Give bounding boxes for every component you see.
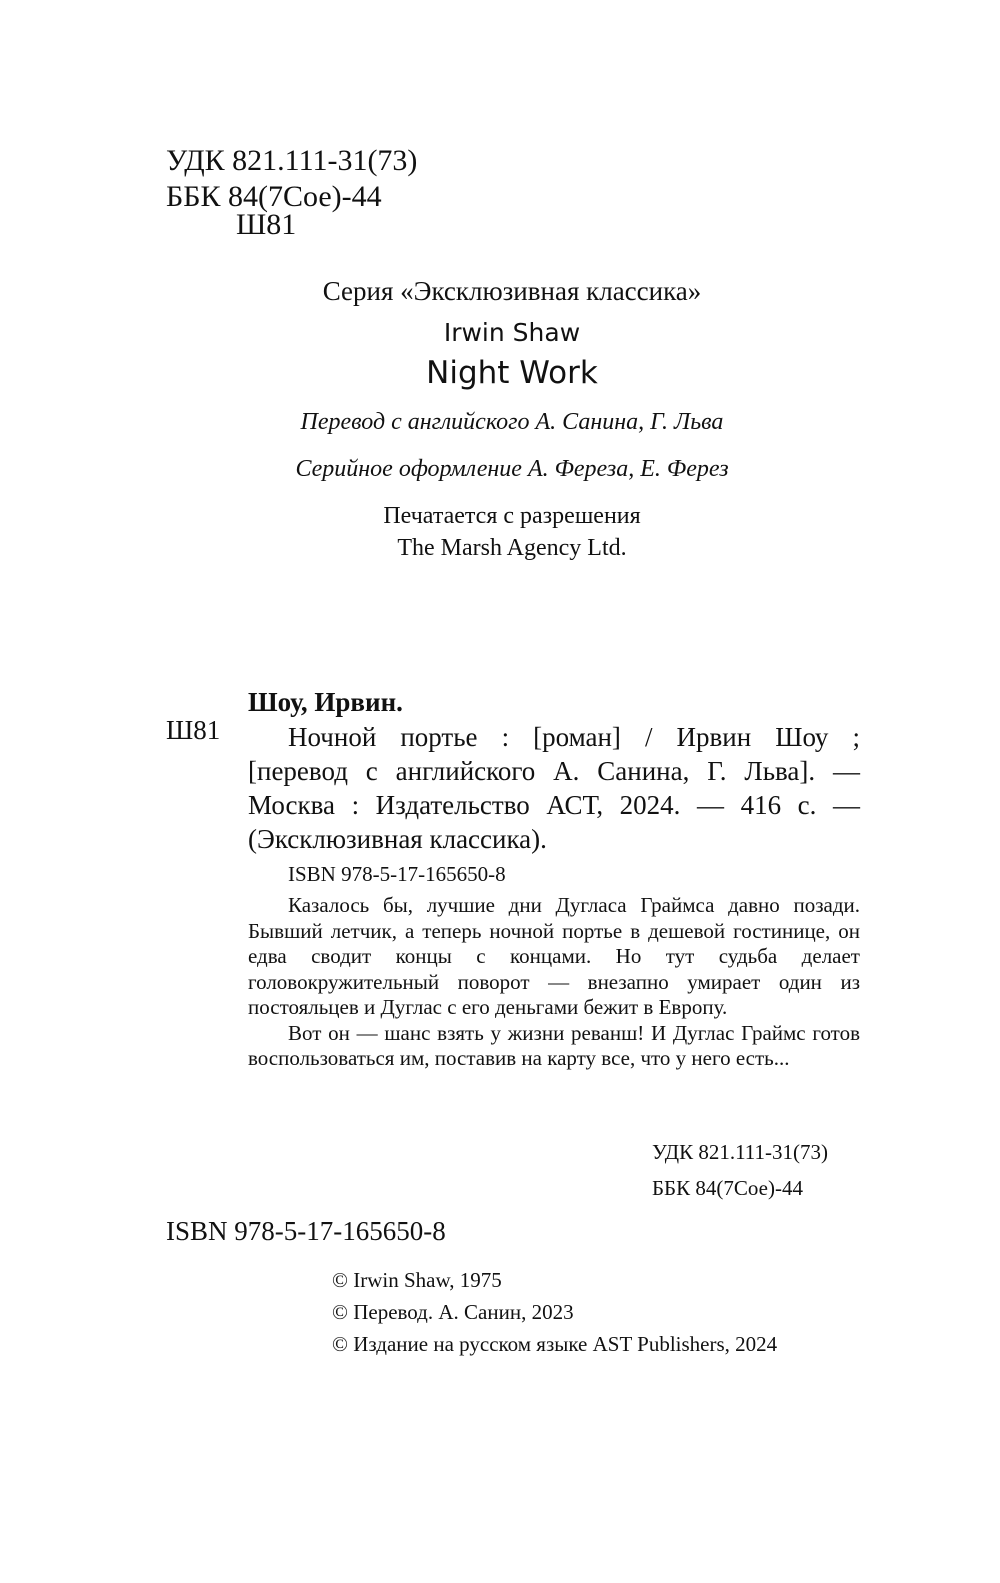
book-abstract <box>248 893 860 1072</box>
copyright-line: © Издание на русском языке AST Publishers, 2024 <box>332 1332 778 1356</box>
permission-line: Печатается с разрешения <box>383 503 641 529</box>
card-bbk-code: ББК 84(7Сое)-44 <box>652 1176 803 1200</box>
copyright-line: © Перевод. А. Санин, 2023 <box>332 1300 574 1324</box>
permission-agency: The Marsh Agency Ltd. <box>397 535 627 561</box>
isbn-main: ISBN 978-5-17-165650-8 <box>166 1216 446 1246</box>
original-author: Irwin Shaw <box>443 318 581 347</box>
design-credit: Серийное оформление А. Фереза, Е. Ферез <box>295 456 729 482</box>
original-title: Night Work <box>426 355 598 391</box>
author-sign: Ш81 <box>236 208 297 241</box>
card-author-heading: Шоу, Ирвин. <box>248 687 403 717</box>
abstract-paragraph: Вот он — шанс взять у жизни реванш! И Дуглас Граймс готов воспользоваться им, поставив на карту все, что у него есть... <box>248 1020 860 1070</box>
card-author-sign: Ш81 <box>166 715 221 745</box>
description-line: Ночной портье : [роман] / Ирвин Шоу ; <box>288 722 860 752</box>
copyright-block <box>332 1264 777 1360</box>
classification-block <box>166 143 417 215</box>
bbk-code: ББК 84(7Сое)-44 <box>166 180 382 213</box>
description-line: Москва : Издательство АСТ, 2024. — 416 с. — <box>248 790 860 820</box>
udk-code: УДК 821.111-31(73) <box>166 144 418 177</box>
abstract-paragraph: Казалось бы, лучшие дни Дугласа Граймса давно позади. Бывший летчик, а теперь ночной портье в дешевой гостинице, он едва сводит концы с концами. Но тут судьба делает головокружительный поворот — внезапно умирает один из постояльцев и Дуглас с его деньгами бежит в Европу. <box>248 893 860 1019</box>
series-title: Серия «Эксклюзивная классика» <box>322 276 702 306</box>
description-line: (Эксклюзивная классика). <box>248 824 547 854</box>
permission-note <box>0 500 1000 564</box>
copyright-line: © Irwin Shaw, 1975 <box>332 1268 502 1292</box>
description-line: [перевод с английского А. Санина, Г. Льва]. — <box>248 756 860 786</box>
translation-credit: Перевод с английского А. Санина, Г. Льва <box>300 409 724 435</box>
card-udk-code: УДК 821.111-31(73) <box>652 1140 828 1164</box>
card-isbn: ISBN 978-5-17-165650-8 <box>288 862 506 886</box>
card-description <box>248 720 860 856</box>
